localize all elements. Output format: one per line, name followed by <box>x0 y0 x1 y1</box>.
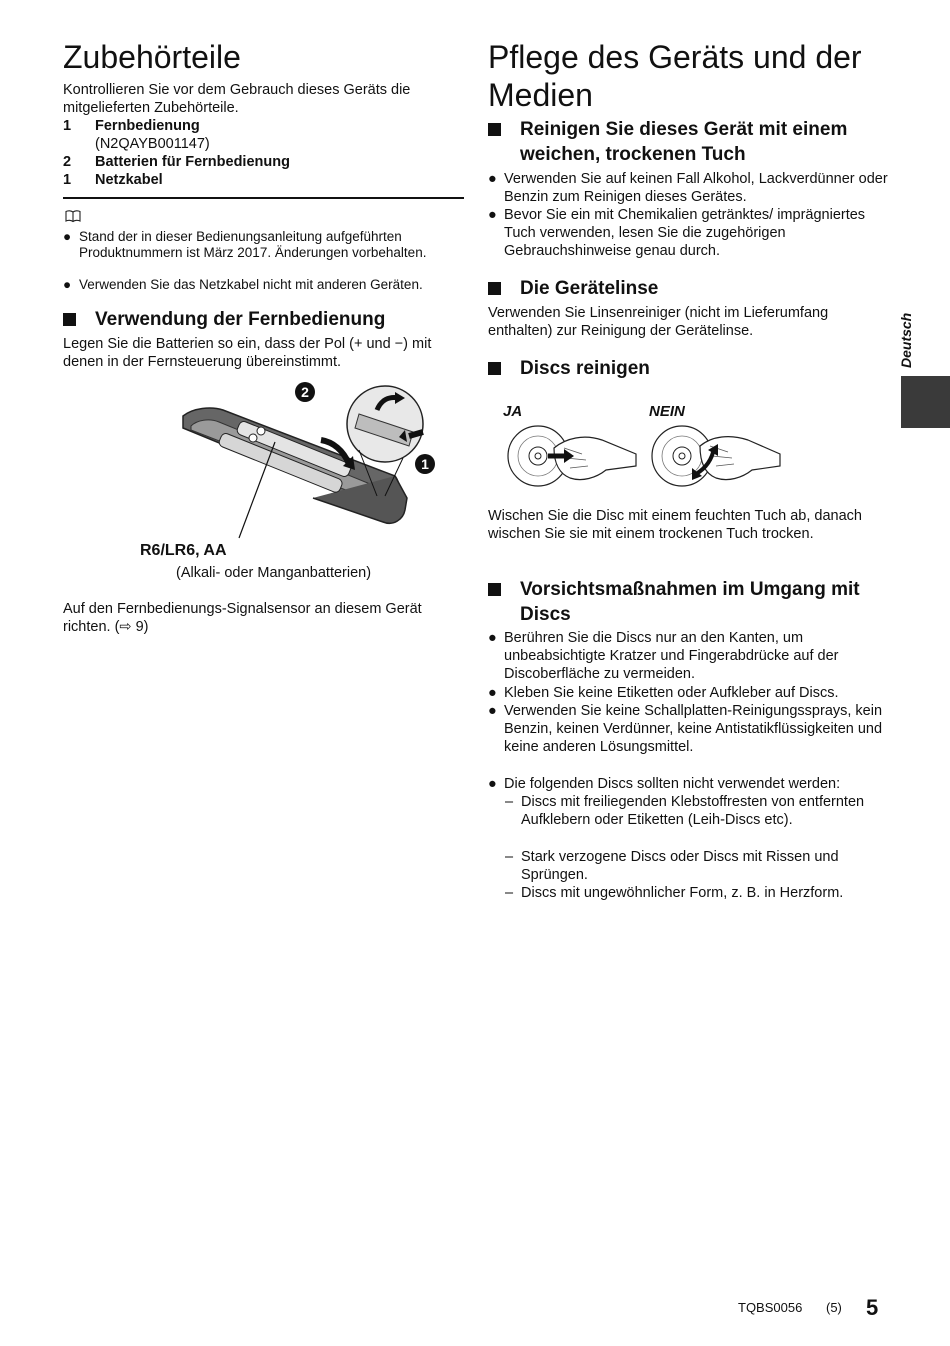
disc-cleaning-wrong-illustration <box>648 424 788 490</box>
precaution-sub-item: – Discs mit freiliegenden Klebstoffresten von entfernten Aufklebern oder Etiketten (Leih-Discs etc). <box>505 794 865 828</box>
clean-bullet: ● Bevor Sie ein mit Chemikalien getränktes/ imprägniertes Tuch verwenden, lesen Sie die zugehörigen Gebrauchshinweise genau durch. <box>488 207 866 259</box>
precaution-bullet: ● Verwenden Sie keine Schallplatten-Reinigungssprays, kein Benzin, keinen Verdünner, keine Antistatikflüssigkeiten und keine anderen Lösungsmittel. <box>488 703 883 755</box>
battery-type-sub: (Alkali- oder Manganbatterien) <box>176 565 372 581</box>
discs-cleaning-text: Wischen Sie die Disc mit einem feuchten Tuch ab, danach wischen Sie sie mit einem trockenen Tuch trocken. <box>488 508 862 542</box>
precaution-bullet: ● Kleben Sie keine Etiketten oder Aufkleber auf Discs. <box>488 685 839 701</box>
precaution-bullet: ● Die folgenden Discs sollten nicht verwendet werden: <box>488 776 841 792</box>
document-code: TQBS0056 <box>738 1300 803 1315</box>
callout-2: 2 <box>301 384 309 400</box>
precaution-sub-item: – Stark verzogene Discs oder Discs mit Rissen und Sprüngen. <box>505 849 839 883</box>
lens-text: Verwenden Sie Linsenreiniger (nicht im Lieferumfang enthalten) zur Reinigung der Gerätelinse. <box>488 305 829 339</box>
care-title: Pflege des Geräts und der Medien <box>488 39 862 113</box>
page-sub-number: (5) <box>826 1300 842 1315</box>
accessories-title: Zubehörteile <box>63 39 241 75</box>
square-bullet-icon <box>63 313 76 326</box>
language-tab <box>901 376 950 428</box>
precaution-section-heading: Vorsichtsmaßnahmen im Umgang mit Discs <box>488 577 888 627</box>
lens-section-heading: Die Gerätelinse <box>488 276 888 301</box>
square-bullet-icon <box>488 123 501 136</box>
remote-battery-instructions: Legen Sie die Batterien so ein, dass der Pol (+ und −) mit denen in der Fernsteuerung übereinstimmt. <box>63 336 432 370</box>
precaution-sub-item: – Discs mit ungewöhnlicher Form, z. B. in Herzform. <box>505 885 844 901</box>
clean-section-heading: Reinigen Sie dieses Gerät mit einem weichen, trockenen Tuch <box>488 117 888 167</box>
book-icon <box>65 209 81 223</box>
remote-battery-illustration <box>163 380 453 540</box>
section-divider <box>63 197 464 199</box>
yes-label: JA <box>503 403 523 420</box>
accessories-intro: Kontrollieren Sie vor dem Gebrauch dieses Geräts die mitgelieferten Zubehörteile. <box>63 82 411 116</box>
square-bullet-icon <box>488 362 501 375</box>
remote-aim-text: Auf den Fernbedienungs-Signalsensor an diesem Gerät richten. (⇨ 9) <box>63 601 422 635</box>
battery-type-label: R6/LR6, AA <box>140 542 227 559</box>
note-item: ● Stand der in dieser Bedienungsanleitung aufgeführten Produktnummern ist März 2017. Änderungen vorbehalten. <box>63 229 427 260</box>
svg-text:Deutsch: Deutsch <box>898 312 914 368</box>
discs-section-heading: Discs reinigen <box>488 356 888 381</box>
square-bullet-icon <box>488 282 501 295</box>
square-bullet-icon <box>488 583 501 596</box>
precaution-bullet: ● Berühren Sie die Discs nur an den Kanten, um unbeabsichtigte Kratzer und Fingerabdrücke auf der Discoberfläche zu vermeiden. <box>488 630 839 682</box>
callout-1: 1 <box>421 456 429 472</box>
no-label: NEIN <box>649 403 685 420</box>
language-tab-label <box>893 300 919 375</box>
remote-section-heading: Verwendung der Fernbedienung <box>63 307 464 332</box>
note-item: ● Verwenden Sie das Netzkabel nicht mit anderen Geräten. <box>63 277 423 292</box>
disc-cleaning-correct-illustration <box>504 424 644 490</box>
page-number: 5 <box>866 1295 879 1320</box>
clean-bullet: ● Verwenden Sie auf keinen Fall Alkohol, Lackverdünner oder Benzin zum Reinigen dieses Gerätes. <box>488 171 888 205</box>
accessory-model: (N2QAYB001147) <box>95 136 210 152</box>
